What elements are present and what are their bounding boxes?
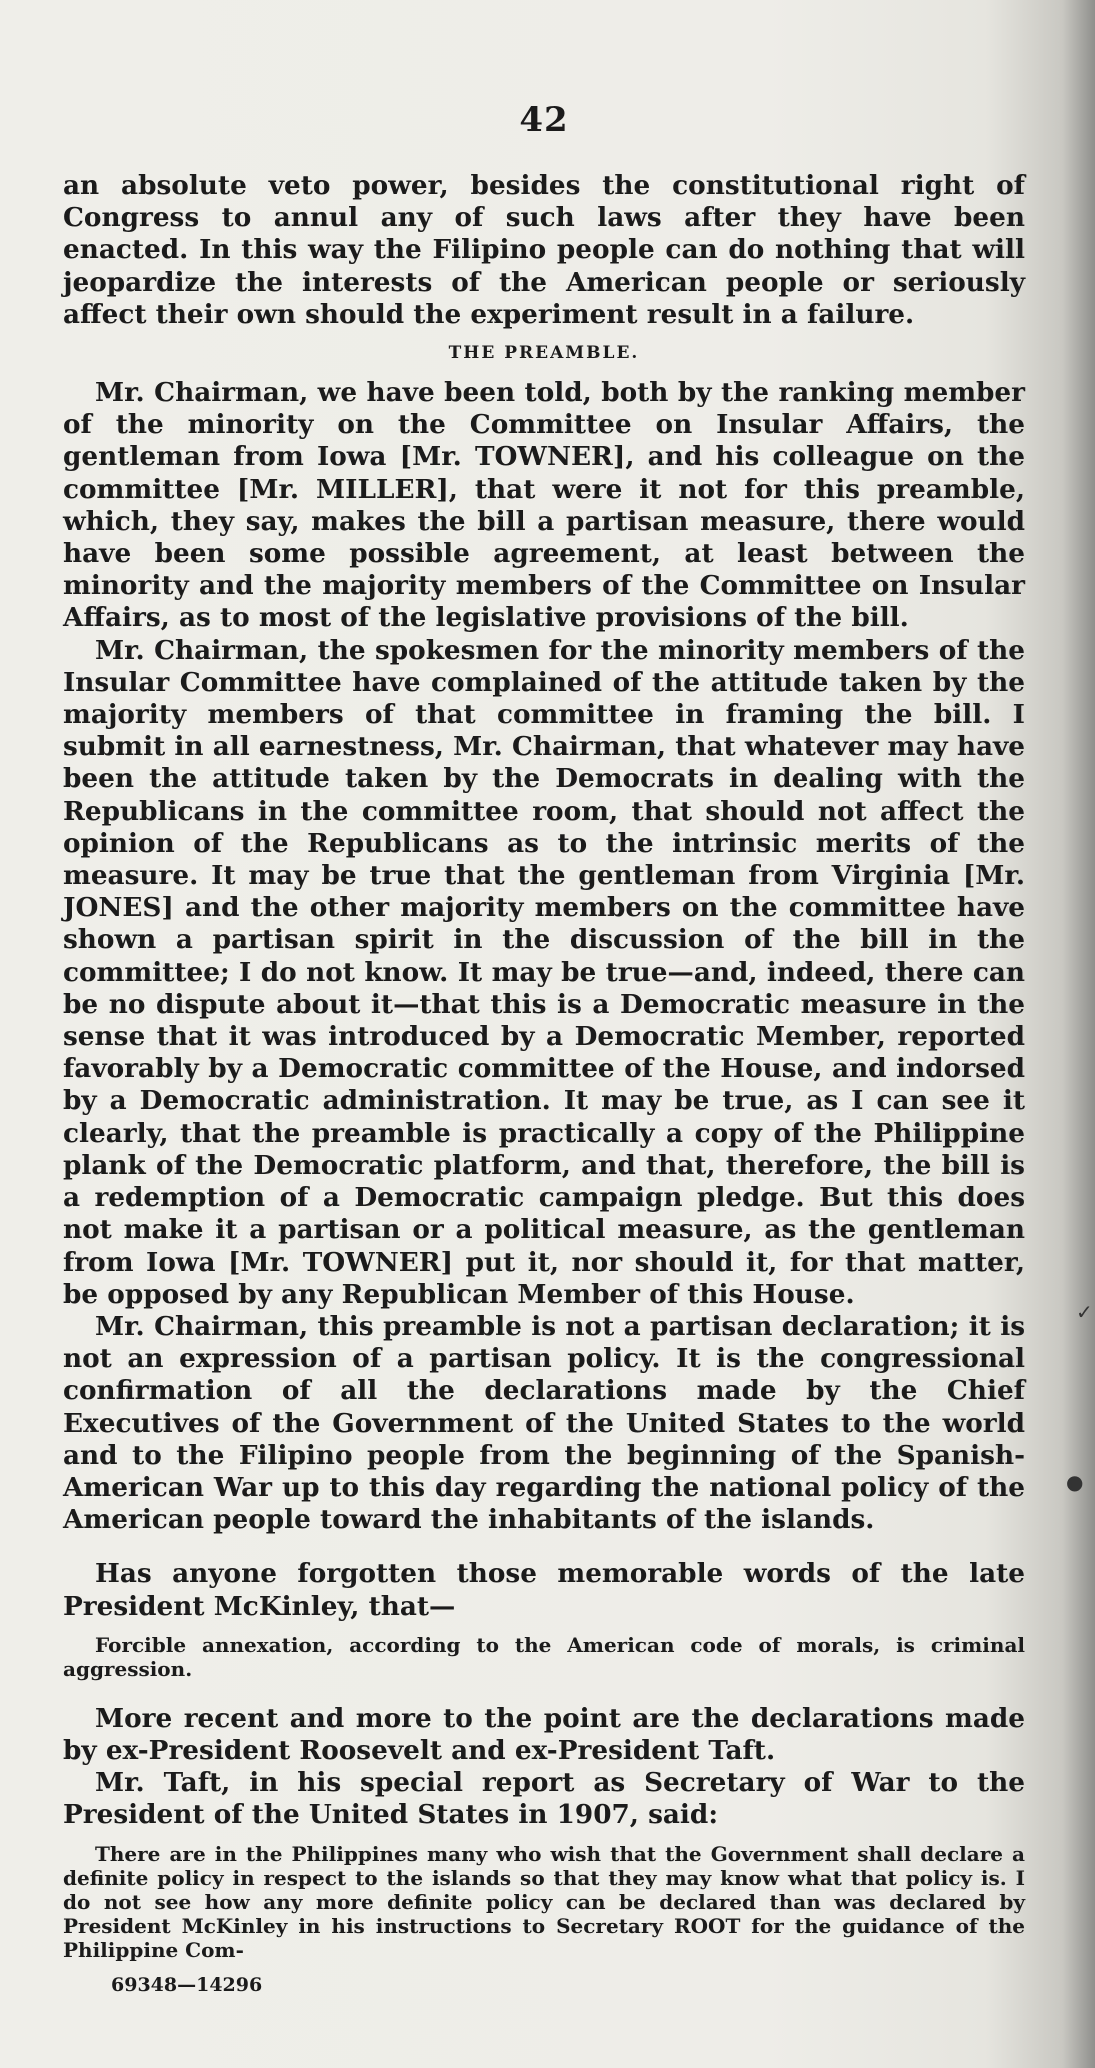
margin-mark: ✓ — [1076, 1300, 1093, 1324]
text-column — [63, 100, 1025, 1996]
section-heading: THE PREAMBLE. — [448, 343, 640, 364]
paragraph-3: Mr. Chairman, this preamble is not a partisan declaration; it is not an expression of a partisan policy. It is the congressional confirmation of all the declarations made by the Chief Executives of the Government of the United States to the world and to the Filipino people from the beginning of the Spanish-American War up to this day regarding the national policy of the American people toward the inhabitants of the islands. — [63, 1310, 1025, 1536]
paragraph-2: Mr. Chairman, the spokesmen for the minority members of the Insular Committee have complained of the attitude taken by the majority members of that committee in framing the bill. I submit in all earnestness, Mr. Chairman, that whatever may have been the attitude taken by the Democrats in dealing with the Republicans in the committee room, that should not affect the opinion of the Republicans as to the intrinsic merits of the measure. It may be true that the gentleman from Virginia [Mr. JONES] and the other majority members on the committee have shown a partisan spirit in the discussion of the bill in the committee; I do not know. It may be true—and, indeed, there can be no dispute about it—that this is a Democratic measure in the sense that it was introduced by a Democratic Member, reported favorably by a Democratic committee of the House, and indorsed by a Democratic administration. It may be true, as I can see it clearly, that the preamble is practically a copy of the Philippine plank of the Democratic platform, and that, therefore, the bill is a redemption of a Democratic campaign pledge. But this does not make it a partisan or a political measure, as the gentleman from Iowa [Mr. TOWNER] put it, nor should it, for that matter, be opposed by any Republican Member of this House. — [63, 634, 1025, 1310]
opening-paragraph: an absolute veto power, besides the constitutional right of Congress to annul any of such laws after they have been enacted. In this way the Filipino people can do nothing that will jeopardize the interests of the American people or seriously affect their own should the experiment result in a failure. — [63, 170, 1025, 330]
margin-dot: ● — [1066, 1470, 1084, 1494]
taft-quote: There are in the Philippines many who wish that the Government shall declare a definite policy in respect to the islands so that they may know what that policy is. I do not see how any more definite policy can be declared than was declared by President McKinley in his instructions to Secretary ROOT for the guidance of the Philippine Com- — [63, 1841, 1025, 1962]
paragraph-6: Mr. Taft, in his special report as Secretary of War to the President of the United States in 1907, said: — [63, 1767, 1025, 1831]
mckinley-quote: Forcible annexation, according to the American code of morals, is criminal aggression. — [63, 1632, 1025, 1681]
paragraph-4: Has anyone forgotten those memorable words of the late President McKinley, that— — [63, 1558, 1025, 1622]
paragraph-1: Mr. Chairman, we have been told, both by the ranking member of the minority on the Committee on Insular Affairs, the gentleman from Iowa [Mr. TOWNER], and his colleague on the committee [Mr. MILLER], that were it not for this preamble, which, they say, makes the bill a partisan measure, there would have been some possible agreement, at least between the minority and the majority members of the Committee on Insular Affairs, as to most of the legislative provisions of the bill. — [63, 377, 1025, 634]
page-number: 42 — [519, 100, 569, 140]
print-code: 69348—14296 — [111, 1973, 263, 1996]
paragraph-5: More recent and more to the point are the declarations made by ex-President Roosevelt and ex-President Taft. — [63, 1702, 1025, 1766]
